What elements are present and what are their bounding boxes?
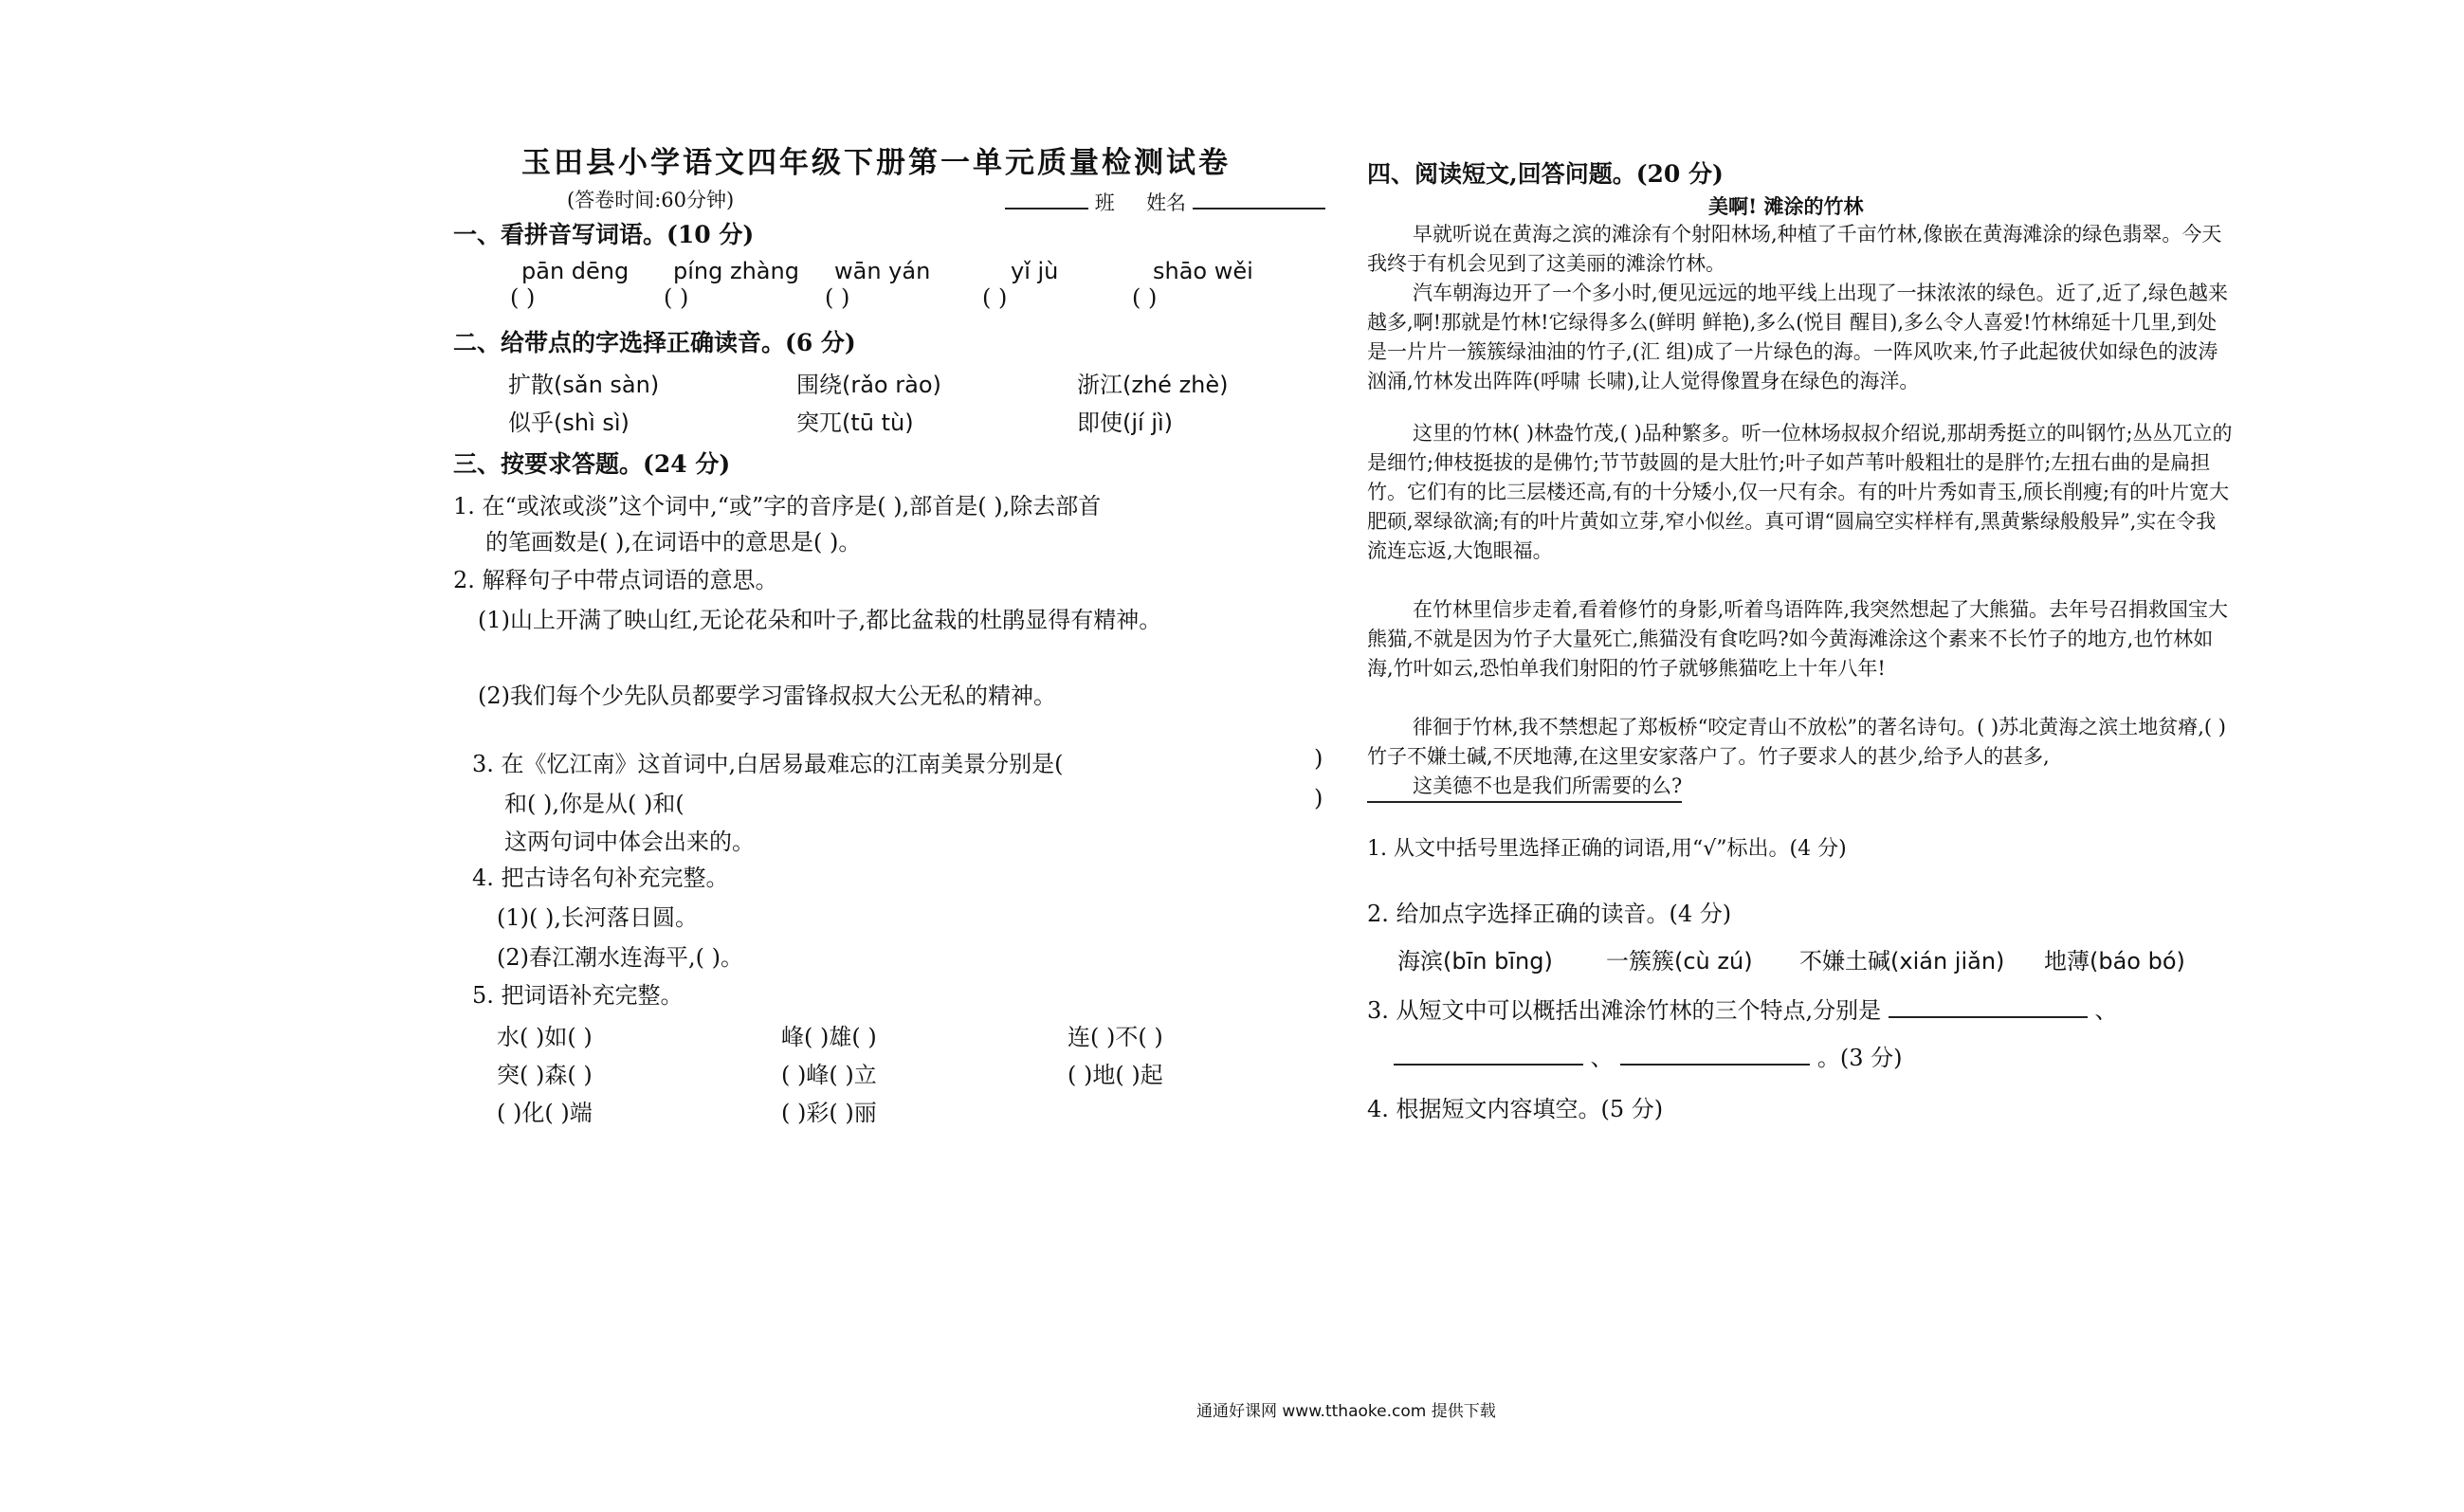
q2-sentence-1: (1)山上开满了映山红,无论花朵和叶子,都比盆栽的杜鹃显得有精神。 (478, 607, 1162, 633)
q2-sentence-2: (2)我们每个少先队员都要学习雷锋叔叔大公无私的精神。 (478, 683, 1056, 709)
story-paragraph-2: 汽车朝海边开了一个多小时,便见远远的地平线上出现了一抹浓浓的绿色。近了,近了,绿色越来越多,啊!那就是竹林!它绿得多么(鲜明 鲜艳),多么(悦目 醒目),多么令人喜爱!竹林绵延十几里,到处是一片片一簇簇绿油油的竹子,(汇 组)成了一片绿色的海。一阵风吹来,竹子此起彼伏如绿色的波涛汹涌,竹林发出阵阵(呼啸 长啸),让人觉得像置身在绿色的海洋。 (1367, 282, 2229, 392)
q3-line-2-end: ) (1314, 785, 1323, 811)
q1-line-2: 的笔画数是( ),在词语中的意思是( )。 (485, 529, 862, 556)
q4-line-1: (1)( ),长河落日圆。 (497, 904, 698, 931)
reading-item-3: 浙江(zhé zhè) (1077, 372, 1229, 398)
section-3-heading: 三、按要求答题。(24 分) (453, 450, 731, 478)
section-4-heading: 四、阅读短文,回答问题。(20 分) (1367, 160, 1724, 188)
q5-heading: 5. 把词语补充完整。 (472, 982, 684, 1009)
q5-r3-c2: ( )彩( )丽 (781, 1100, 877, 1126)
reading-item-2: 围绕(rǎo rào) (796, 372, 941, 398)
reading-item-5: 突兀(tū tù) (796, 410, 914, 436)
class-blank (1005, 185, 1088, 209)
pinyin-3: wān yán (834, 258, 931, 284)
reading-item-6: 即使(jí jì) (1077, 410, 1174, 436)
story-paragraph-3: 这里的竹林( )林盎竹茂,( )品种繁多。听一位林场叔叔介绍说,那胡秀挺立的叫钢竹;丛丛兀立的是细竹;伸枝挺拔的是佛竹;节节鼓圆的是大肚竹;叶子如芦苇叶般粗壮的是胖竹;左扭右曲的是扁担竹。它们有的比三层楼还高,有的十分矮小,仅一尺有余。有的叶片秀如青玉,颀长削瘦;有的叶片宽大肥硕,翠绿欲滴;有的叶片黄如立芽,窄小似丝。真可谓“圆扁空实样样有,黑黄紫绿般般异”,实在令我流连忘返,大饱眼福。 (1367, 422, 2233, 562)
s4-q3-line-2 (1394, 1039, 1903, 1072)
s4-q1: 1. 从文中括号里选择正确的词语,用“√”标出。(4 分) (1367, 837, 1847, 861)
pinyin-blank-2: ( ) (664, 284, 689, 311)
s4-q3-blank-1 (1889, 993, 2088, 1018)
q5-r3-c1: ( )化( )端 (497, 1100, 593, 1126)
s4-q4: 4. 根据短文内容填空。(5 分) (1367, 1096, 1664, 1122)
story-paragraph-4: 在竹林里信步走着,看着修竹的身影,听着鸟语阵阵,我突然想起了大熊猫。去年号召捐救国宝大熊猫,不就是因为竹子大量死亡,熊猫没有食吃吗?如今黄海滩涂这个素来不长竹子的地方,也竹林如海,竹叶如云,恐怕单我们射阳的竹子就够熊猫吃上十年八年! (1367, 598, 2229, 680)
reading-item-1: 扩散(sǎn sàn) (508, 372, 660, 398)
q3-line-2: 和( ),你是从( )和( (504, 791, 684, 817)
s4-q3-line-1 (1367, 992, 2117, 1025)
s4-q2-item-4: 地薄(báo bó) (2044, 948, 2185, 975)
q3-line-3: 这两句词中体会出来的。 (504, 829, 755, 855)
class-name-field (1005, 185, 1325, 216)
s4-q3-blank-2 (1394, 1041, 1583, 1066)
reading-item-4: 似乎(shì sì) (508, 410, 630, 436)
pinyin-1: pān dēng (521, 258, 630, 284)
pinyin-blank-5: ( ) (1132, 284, 1158, 311)
story-paragraph-5-text: 徘徊于竹林,我不禁想起了郑板桥“咬定青山不放松”的著名诗句。( )苏北黄海之滨土地贫瘠,( )竹子不嫌土碱,不厌地薄,在这里安家落户了。竹子要求人的甚少,给予人的甚多, (1367, 716, 2226, 768)
q5-r1-c3: 连( )不( ) (1068, 1024, 1163, 1050)
q5-r1-c1: 水( )如( ) (497, 1024, 593, 1050)
underlined-sentence: 这美德不也是我们所需要的么? (1367, 772, 1682, 803)
name-blank (1193, 185, 1325, 209)
story-title: 美啊! 滩涂的竹林 (1708, 194, 1864, 218)
s4-q3-text: 3. 从短文中可以概括出滩涂竹林的三个特点,分别是 (1367, 997, 1882, 1024)
name-label: 姓名 (1146, 191, 1187, 214)
q5-r2-c3: ( )地( )起 (1068, 1062, 1163, 1088)
q5-r1-c2: 峰( )雄( ) (781, 1024, 877, 1050)
class-label: 班 (1094, 191, 1115, 214)
pinyin-5: shāo wěi (1153, 258, 1253, 284)
story-paragraph-1: 早就听说在黄海之滨的滩涂有个射阳林场,种植了千亩竹林,像嵌在黄海滩涂的绿色翡翠。今天我终于有机会见到了这美丽的滩涂竹林。 (1367, 223, 2222, 275)
section-2-heading: 二、给带点的字选择正确读音。(6 分) (453, 329, 856, 356)
page-title: 玉田县小学语文四年级下册第一单元质量检测试卷 (521, 146, 1231, 180)
q5-r2-c1: 突( )森( ) (497, 1062, 593, 1088)
exam-time: (答卷时间:60分钟) (567, 189, 735, 211)
section-1-heading: 一、看拼音写词语。(10 分) (453, 221, 755, 248)
story-paragraph-5 (1367, 713, 2235, 803)
q4-line-2: (2)春江潮水连海平,( )。 (497, 944, 743, 971)
s4-q3-sep-1: 、 (2094, 997, 2118, 1024)
pinyin-blank-1: ( ) (510, 284, 536, 311)
s4-q2: 2. 给加点字选择正确的读音。(4 分) (1367, 901, 1732, 927)
s4-q3-sep-2: 、 (1590, 1045, 1614, 1071)
q3-line-1-end: ) (1314, 745, 1323, 772)
q5-r2-c2: ( )峰( )立 (781, 1062, 877, 1088)
pinyin-4: yǐ jù (1011, 258, 1059, 284)
q4-heading: 4. 把古诗名句补充完整。 (472, 865, 729, 891)
pinyin-blank-4: ( ) (982, 284, 1008, 311)
footer-credit: 通通好课网 www.tthaoke.com 提供下载 (1196, 1402, 1496, 1421)
pinyin-2: píng zhàng (673, 258, 799, 284)
pinyin-blank-3: ( ) (825, 284, 850, 311)
s4-q3-end: 。(3 分) (1816, 1045, 1903, 1071)
q3-line-1: 3. 在《忆江南》这首词中,白居易最难忘的江南美景分别是( (472, 751, 1064, 777)
q1-line-1: 1. 在“或浓或淡”这个词中,“或”字的音序是( ),部首是( ),除去部首 (453, 493, 1102, 519)
s4-q2-item-1: 海滨(bīn bīng) (1397, 948, 1553, 975)
s4-q2-item-2: 一簇簇(cù zú) (1606, 948, 1753, 975)
s4-q2-item-3: 不嫌土碱(xián jiǎn) (1799, 948, 2005, 975)
q2-heading: 2. 解释句子中带点词语的意思。 (453, 567, 778, 593)
s4-q3-blank-3 (1620, 1041, 1810, 1066)
